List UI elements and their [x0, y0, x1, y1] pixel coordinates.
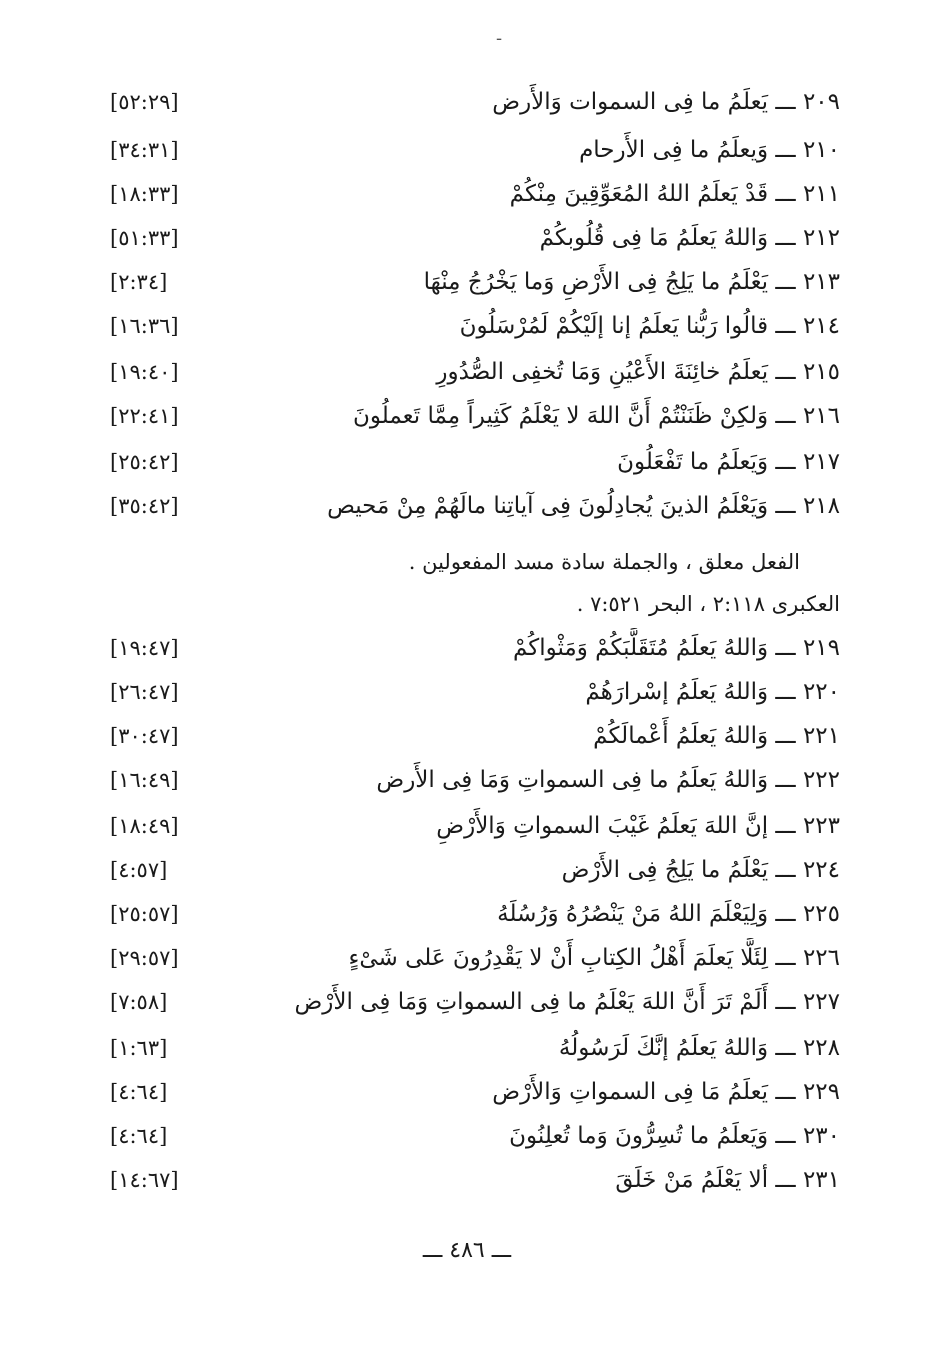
entry-222	[100, 760, 840, 800]
entry-text: ٢١٢ ـــ وَاللهُ يَعلَمُ مَا فِى قُلُوبكُمْ	[539, 225, 840, 251]
entry-text: ٢٣٠ ـــ وَيَعلَمُ ما تُسِرُّونَ وَما تُعلِنُونَ	[509, 1123, 840, 1149]
entry-text: ٢١٧ ـــ وَيَعلَمُ ما تَفْعَلُونَ	[617, 449, 840, 475]
verse-reference: [٢٥:٤٢]	[110, 450, 179, 474]
entry-220	[100, 672, 840, 712]
entry-text: ٢١٦ ـــ وَلكِنْ ظَنَنْتُمْ أَنَّ اللهَ لا يَعْلَمُ كَثِيراً مِمَّا تَعملُونَ	[352, 403, 840, 429]
entry-226	[100, 938, 840, 978]
grammar-note: الفعل معلق ، والجملة سادة مسد المفعولين .	[408, 550, 800, 574]
entry-225	[100, 894, 840, 934]
entry-text: ٢٢٤ ـــ يَعْلَمُ ما يَلِجُ فِى الأَرْض	[561, 857, 840, 883]
entry-text: ٢١٣ ـــ يَعْلَمُ ما يَلِجُ فِى الأَرْضِ وَما يَخْرُجُ مِنْهَا	[423, 269, 840, 295]
entry-text: ٢١٨ ـــ وَيَعْلَمُ الذينَ يُجادِلُونَ فِى آياتِنا مالَهُمْ مِنْ مَحيص	[327, 493, 840, 519]
verse-reference: [٢:٣٤]	[110, 270, 168, 294]
verse-reference: [٧:٥٨]	[110, 990, 168, 1014]
entry-224	[100, 850, 840, 890]
entry-217	[100, 442, 840, 482]
verse-reference: [٣٠:٤٧]	[110, 724, 179, 748]
entry-231	[100, 1160, 840, 1200]
verse-reference: [١٩:٤٧]	[110, 636, 179, 660]
entry-text: ٢٢٧ ـــ أَلَمْ تَرَ أَنَّ اللهَ يَعْلَمُ ما فِى السمواتِ وَمَا فِى الأَرْض	[294, 989, 840, 1015]
entry-text: ٢١٥ ـــ يَعلَمُ خائِنَةَ الأَعْيُنِ وَمَا تُخفِى الصُّدُورِ	[436, 359, 840, 385]
top-mark: -	[496, 28, 503, 49]
entry-210	[100, 130, 840, 170]
verse-reference: [١٦:٣٦]	[110, 314, 179, 338]
verse-reference: [٤:٥٧]	[110, 858, 168, 882]
verse-reference: [٤:٦٤]	[110, 1080, 168, 1104]
entry-text: ٢٢٦ ـــ لِئَلَّا يَعلَمَ أَهْلُ الكِتابِ أَنْ لا يَقْدِرُونَ عَلى شَىْءٍ	[348, 945, 840, 971]
verse-reference: [١٦:٤٩]	[110, 768, 179, 792]
entry-text: ٢١٤ ـــ قالُوا رَبُّنا يَعلَمُ إنا إلَيْكُمْ لَمُرْسَلُونَ	[459, 313, 840, 339]
entry-228	[100, 1028, 840, 1068]
entry-text: ٢١١ ـــ قَدْ يَعلَمُ اللهُ المُعَوِّقِينَ مِنْكُمْ	[509, 181, 840, 207]
entry-text: ٢٢٠ ـــ وَاللهُ يَعلَمُ إسْرارَهُمْ	[585, 679, 840, 705]
entry-223	[100, 806, 840, 846]
verse-reference: [٣٤:٣١]	[110, 138, 179, 162]
entry-219	[100, 628, 840, 668]
verse-reference: [١:٦٣]	[110, 1036, 168, 1060]
verse-reference: [١٨:٣٣]	[110, 182, 179, 206]
entry-text: ٢١٠ ـــ وَيعلَمُ ما فِى الأَرحام	[579, 137, 840, 163]
entry-214	[100, 306, 840, 346]
verse-reference: [٢٦:٤٧]	[110, 680, 179, 704]
entry-218	[100, 486, 840, 526]
entry-text: ٢٣١ ـــ ألا يَعْلَمُ مَنْ خَلَقَ	[615, 1167, 840, 1193]
verse-reference: [١٨:٤٩]	[110, 814, 179, 838]
entry-text: ٢٢٩ ـــ يَعلَمُ مَا فِى السمواتِ وَالأَرْض	[492, 1079, 840, 1105]
verse-reference: [٢٥:٥٧]	[110, 902, 179, 926]
verse-reference: [٢٢:٤١]	[110, 404, 179, 428]
entry-text: ٢١٩ ـــ وَاللهُ يَعلَمُ مُتَقَلَّبَكُمْ وَمَثْواكُمْ	[512, 635, 840, 661]
entry-211	[100, 174, 840, 214]
verse-reference: [٢٩:٥٧]	[110, 946, 179, 970]
entry-text: ٢٢٣ ـــ إنَّ اللهَ يَعلَمُ غَيْبَ السمواتِ وَالأَرْضِ	[436, 813, 840, 839]
entry-229	[100, 1072, 840, 1112]
entry-text: ٢٠٩ ـــ يَعلَمُ ما فِى السموات وَالأَرض	[492, 89, 840, 115]
verse-reference: [١٩:٤٠]	[110, 360, 179, 384]
entry-text: ٢٢١ ـــ وَاللهُ يَعلَمُ أَعْمالَكُمْ	[593, 723, 840, 749]
entry-text: ٢٢٢ ـــ وَاللهُ يَعلَمُ ما فِى السمواتِ وَمَا فِى الأَرض	[376, 767, 840, 793]
verse-reference: [٤:٦٤]	[110, 1124, 168, 1148]
verse-reference: [٥١:٣٣]	[110, 226, 179, 250]
verse-reference: [٥٢:٢٩]	[110, 90, 179, 114]
entry-text: ٢٢٥ ـــ وَلِيَعْلَمَ اللهُ مَنْ يَنْصُرُهُ وَرُسُلَهُ	[497, 901, 840, 927]
entry-215	[100, 352, 840, 392]
entry-221	[100, 716, 840, 756]
entry-230	[100, 1116, 840, 1156]
entry-216	[100, 396, 840, 436]
entry-text: ٢٢٨ ـــ وَاللهُ يَعلَمُ إنَّكَ لَرَسُولُهُ	[558, 1035, 840, 1061]
entry-227	[100, 982, 840, 1022]
verse-reference: [١٤:٦٧]	[110, 1168, 179, 1192]
entry-212	[100, 218, 840, 258]
entry-209	[100, 82, 840, 122]
entry-213	[100, 262, 840, 302]
source-note: العكبرى ٢:١١٨ ، البحر ٧:٥٢١ .	[576, 592, 840, 616]
verse-reference: [٣٥:٤٢]	[110, 494, 179, 518]
page-number: ـــ ٤٨٦ ـــ	[422, 1238, 512, 1263]
